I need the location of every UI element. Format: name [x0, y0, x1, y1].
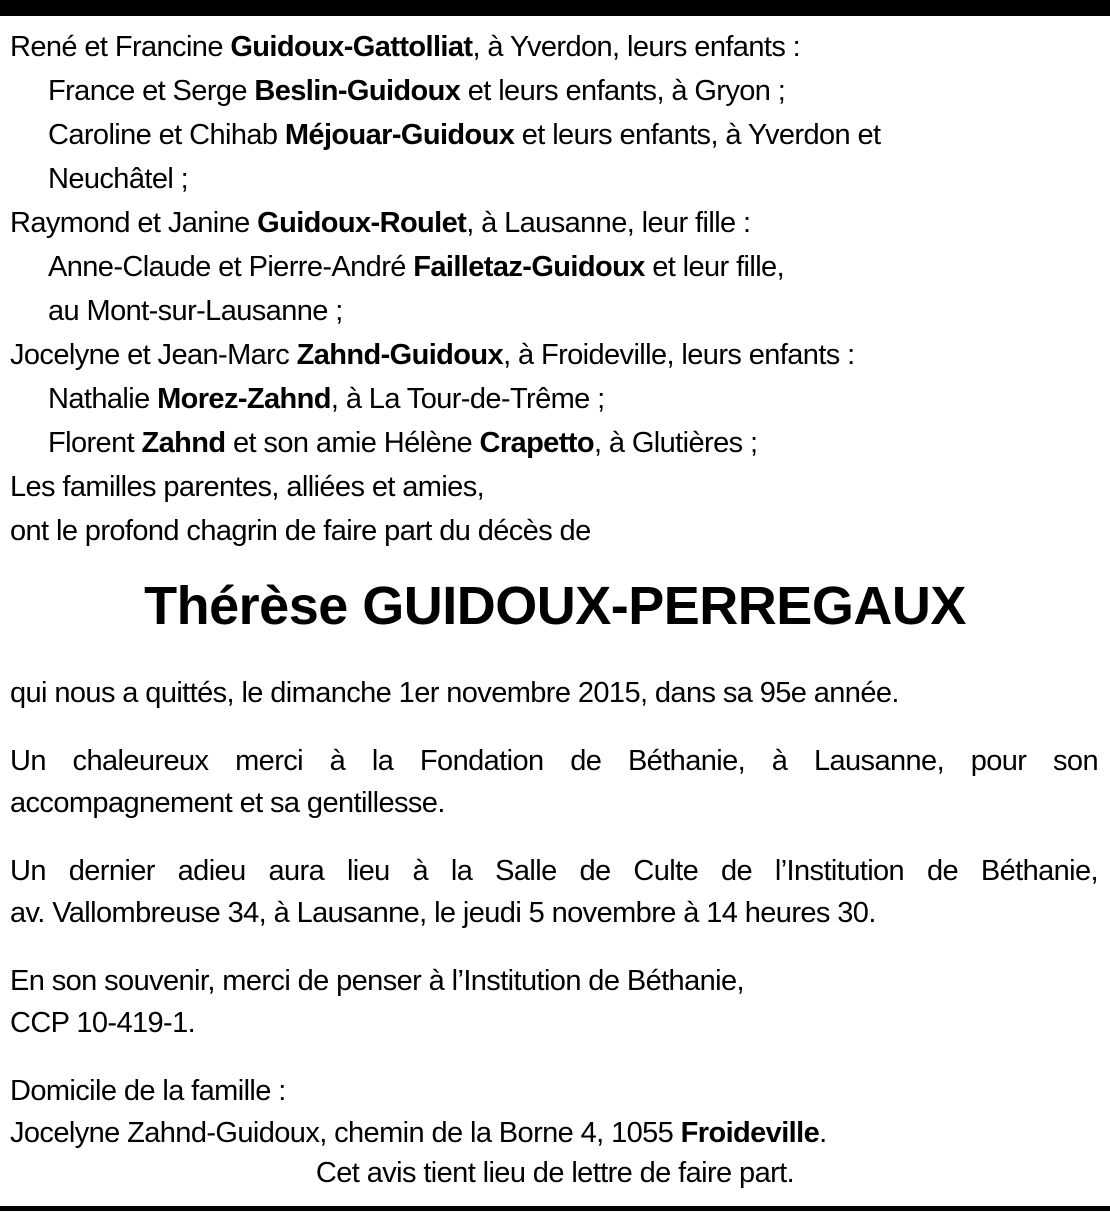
text-segment: Florent — [48, 427, 142, 459]
family-line — [10, 69, 1105, 113]
text-segment: Neuchâtel ; — [48, 163, 189, 195]
paragraph-line — [10, 782, 1098, 824]
family-line — [10, 245, 1105, 289]
text-segment: . — [819, 1117, 827, 1149]
text-segment: et leur fille, — [644, 251, 785, 283]
paragraph-line — [10, 740, 1098, 782]
text-segment: Jocelyne et Jean-Marc — [10, 339, 297, 371]
family-name: Morez-Zahnd — [157, 383, 331, 415]
paragraph-line — [10, 850, 1098, 892]
family-line — [10, 377, 1105, 421]
family-line — [10, 157, 1105, 201]
family-line — [10, 25, 1105, 69]
family-name: Crapetto — [479, 427, 594, 459]
text-segment: av. Vallombreuse 34, à Lausanne, le jeudi 5 novembre à 14 heures 30. — [10, 897, 876, 929]
notice-body — [10, 672, 1098, 1180]
text-segment: Un chaleureux merci à la Fondation de Béthanie, à Lausanne, pour son — [10, 745, 1098, 777]
family-list — [10, 25, 1105, 553]
text-segment: ont le profond chagrin de faire part du décès de — [10, 515, 591, 547]
paragraph-line — [10, 672, 1098, 714]
paragraph-line — [10, 892, 1098, 934]
paragraph-line — [10, 1070, 1098, 1112]
text-segment: et leurs enfants, à Gryon ; — [460, 75, 786, 107]
text-segment: Raymond et Janine — [10, 207, 258, 239]
text-segment: France et Serge — [48, 75, 255, 107]
text-segment: , à Lausanne, leur fille : — [466, 207, 751, 239]
text-segment: Domicile de la famille : — [10, 1075, 286, 1107]
text-segment: , à Yverdon, leurs enfants : — [472, 31, 801, 63]
text-segment: Les familles parentes, alliées et amies, — [10, 471, 485, 503]
family-name: Guidoux-Roulet — [257, 207, 467, 239]
paragraph — [10, 740, 1098, 824]
text-segment: accompagnement et sa gentillesse. — [10, 787, 445, 819]
paragraph-line — [10, 960, 1098, 1002]
family-line — [10, 289, 1105, 333]
text-segment: et leurs enfants, à Yverdon et — [514, 119, 881, 151]
text-segment: , à Froideville, leurs enfants : — [503, 339, 855, 371]
deceased-name: Thérèse GUIDOUX-PERREGAUX — [144, 576, 966, 636]
text-segment: Caroline et Chihab — [48, 119, 285, 151]
family-name: Beslin-Guidoux — [254, 75, 461, 107]
family-line — [10, 421, 1105, 465]
text-segment: CCP 10-419-1. — [10, 1007, 196, 1039]
text-segment: Anne-Claude et Pierre-André — [48, 251, 414, 283]
top-rule — [0, 0, 1110, 16]
text-segment: René et Francine — [10, 31, 231, 63]
family-name: Zahnd-Guidoux — [296, 339, 504, 371]
bottom-rule — [0, 1206, 1110, 1211]
family-name: Zahnd — [141, 427, 226, 459]
text-segment: qui nous a quittés, le dimanche 1er novembre 2015, dans sa 95e année. — [10, 677, 899, 709]
text-segment: , à Glutières ; — [593, 427, 758, 459]
text-segment: au Mont-sur-Lausanne ; — [48, 295, 343, 327]
text-segment: Jocelyne Zahnd-Guidoux, chemin de la Borne 4, 1055 — [10, 1117, 681, 1149]
paragraph-line — [10, 1002, 1098, 1044]
family-line — [10, 509, 1105, 553]
family-name: Méjouar-Guidoux — [284, 119, 515, 151]
family-line — [10, 333, 1105, 377]
paragraph — [10, 672, 1098, 714]
text-segment: Un dernier adieu aura lieu à la Salle de Culte de l’Institution de Béthanie, — [10, 855, 1098, 887]
family-line — [10, 113, 1105, 157]
family-name: Failletaz-Guidoux — [413, 251, 645, 283]
text-segment: En son souvenir, merci de penser à l’Institution de Béthanie, — [10, 965, 744, 997]
family-name: Froideville — [680, 1117, 820, 1149]
text-segment: , à La Tour-de-Trême ; — [330, 383, 605, 415]
footer-note: Cet avis tient lieu de lettre de faire part. — [315, 1157, 795, 1189]
paragraph — [10, 850, 1098, 934]
paragraph — [10, 960, 1098, 1044]
family-line — [10, 201, 1105, 245]
text-segment: Nathalie — [48, 383, 158, 415]
family-name: Guidoux-Gattolliat — [230, 31, 473, 63]
text-segment: et son amie Hélène — [225, 427, 480, 459]
family-line — [10, 465, 1105, 509]
paragraph — [10, 1070, 1098, 1154]
paragraph-line — [10, 1112, 1098, 1154]
